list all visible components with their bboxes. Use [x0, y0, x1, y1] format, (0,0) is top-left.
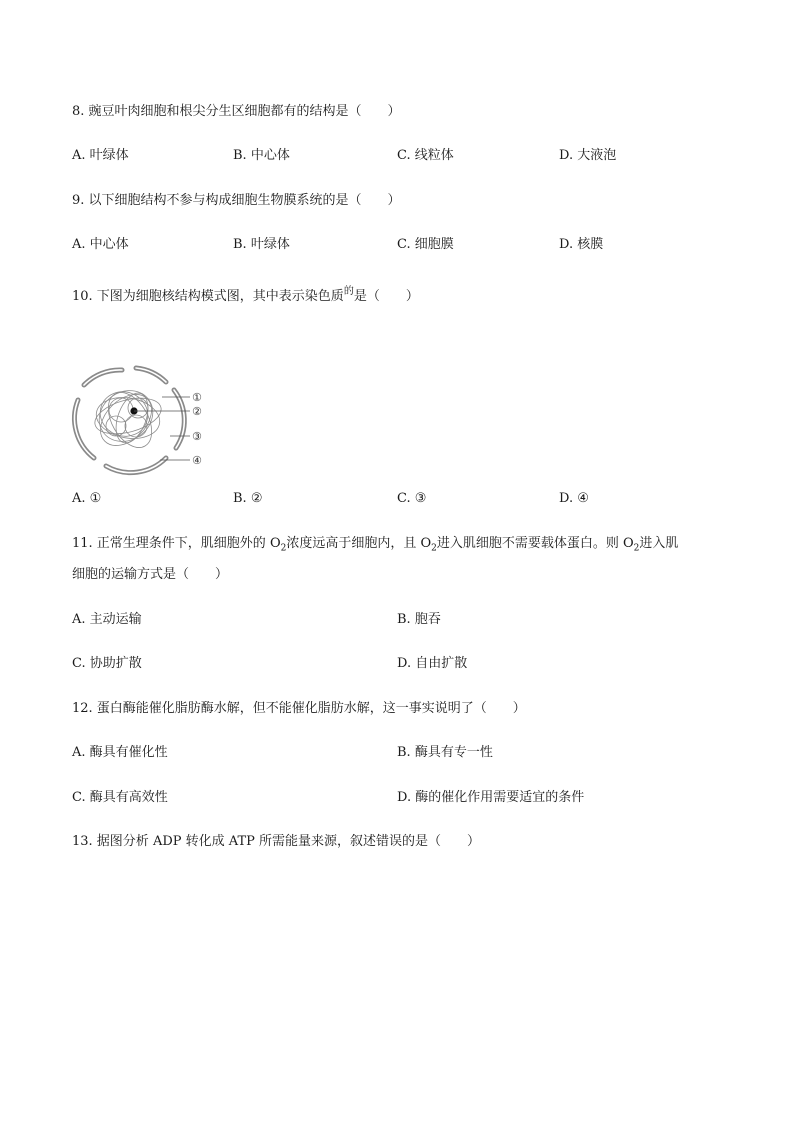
question-8-option-a: A. 叶绿体 [72, 148, 129, 163]
question-12-stem: 12. 蛋白酶能催化脂肪酶水解，但不能催化脂肪水解，这一事实说明了（ ） [72, 701, 526, 716]
question-10-option-c: C. ③ [397, 491, 427, 506]
question-11-option-a: A. 主动运输 [72, 612, 142, 627]
nucleus-structure-diagram [66, 360, 216, 478]
question-12-option-d: D. 酶的催化作用需要适宜的条件 [397, 790, 585, 805]
question-8-stem: 8. 豌豆叶肉细胞和根尖分生区细胞都有的结构是（ ） [72, 104, 401, 119]
question-11-option-b: B. 胞吞 [397, 612, 441, 627]
question-10-stem [72, 288, 419, 307]
question-9-stem: 9. 以下细胞结构不参与构成细胞生物膜系统的是（ ） [72, 193, 401, 208]
question-9-option-a: A. 中心体 [72, 237, 129, 252]
nuclear-envelope [74, 368, 184, 473]
question-10-stem-part2: 是（ ） [353, 289, 419, 304]
question-8-option-c: C. 线粒体 [397, 148, 454, 163]
question-8-option-d: D. 大液泡 [559, 148, 617, 163]
diagram-label-4: ④ [192, 454, 202, 467]
q11-sub-2: 2 [431, 543, 437, 554]
q11-text-1: 11. 正常生理条件下，肌细胞外的 O [72, 536, 281, 551]
question-8-option-b: B. 中心体 [233, 148, 290, 163]
q11-text-4: 进入肌 [639, 536, 679, 551]
question-13-stem: 13. 据图分析 ADP 转化成 ATP 所需能量来源，叙述错误的是（ ） [72, 834, 480, 849]
question-11-stem-line1 [72, 535, 678, 553]
q11-text-3: 进入肌细胞不需要载体蛋白。则 O [436, 536, 634, 551]
question-11-option-d: D. 自由扩散 [397, 656, 468, 671]
question-9-option-d: D. 核膜 [559, 237, 604, 252]
question-12-option-b: B. 酶具有专一性 [397, 745, 493, 760]
q11-sub-1: 2 [280, 543, 287, 554]
q11-sub-3: 2 [633, 543, 640, 554]
question-10-option-d: D. ④ [559, 491, 589, 506]
question-10-option-a: A. ① [72, 491, 102, 506]
question-12-option-a: A. 酶具有催化性 [72, 745, 168, 760]
diagram-label-2: ② [192, 405, 202, 418]
diagram-label-3: ③ [192, 430, 202, 443]
question-10-option-b: B. ② [233, 491, 263, 506]
question-11-option-c: C. 协助扩散 [72, 656, 142, 671]
question-9-option-b: B. 叶绿体 [233, 237, 290, 252]
question-10-stem-superscript: 的 [343, 286, 354, 297]
q11-text-2: 浓度远高于细胞内，且 O [286, 536, 432, 551]
question-9-option-c: C. 细胞膜 [397, 237, 454, 252]
diagram-label-1: ① [192, 391, 202, 404]
chromatin [89, 380, 165, 455]
question-12-option-c: C. 酶具有高效性 [72, 790, 168, 805]
question-10-stem-part1: 10. 下图为细胞核结构模式图，其中表示染色质 [72, 289, 344, 304]
question-11-stem-line2: 细胞的运输方式是（ ） [72, 567, 229, 582]
